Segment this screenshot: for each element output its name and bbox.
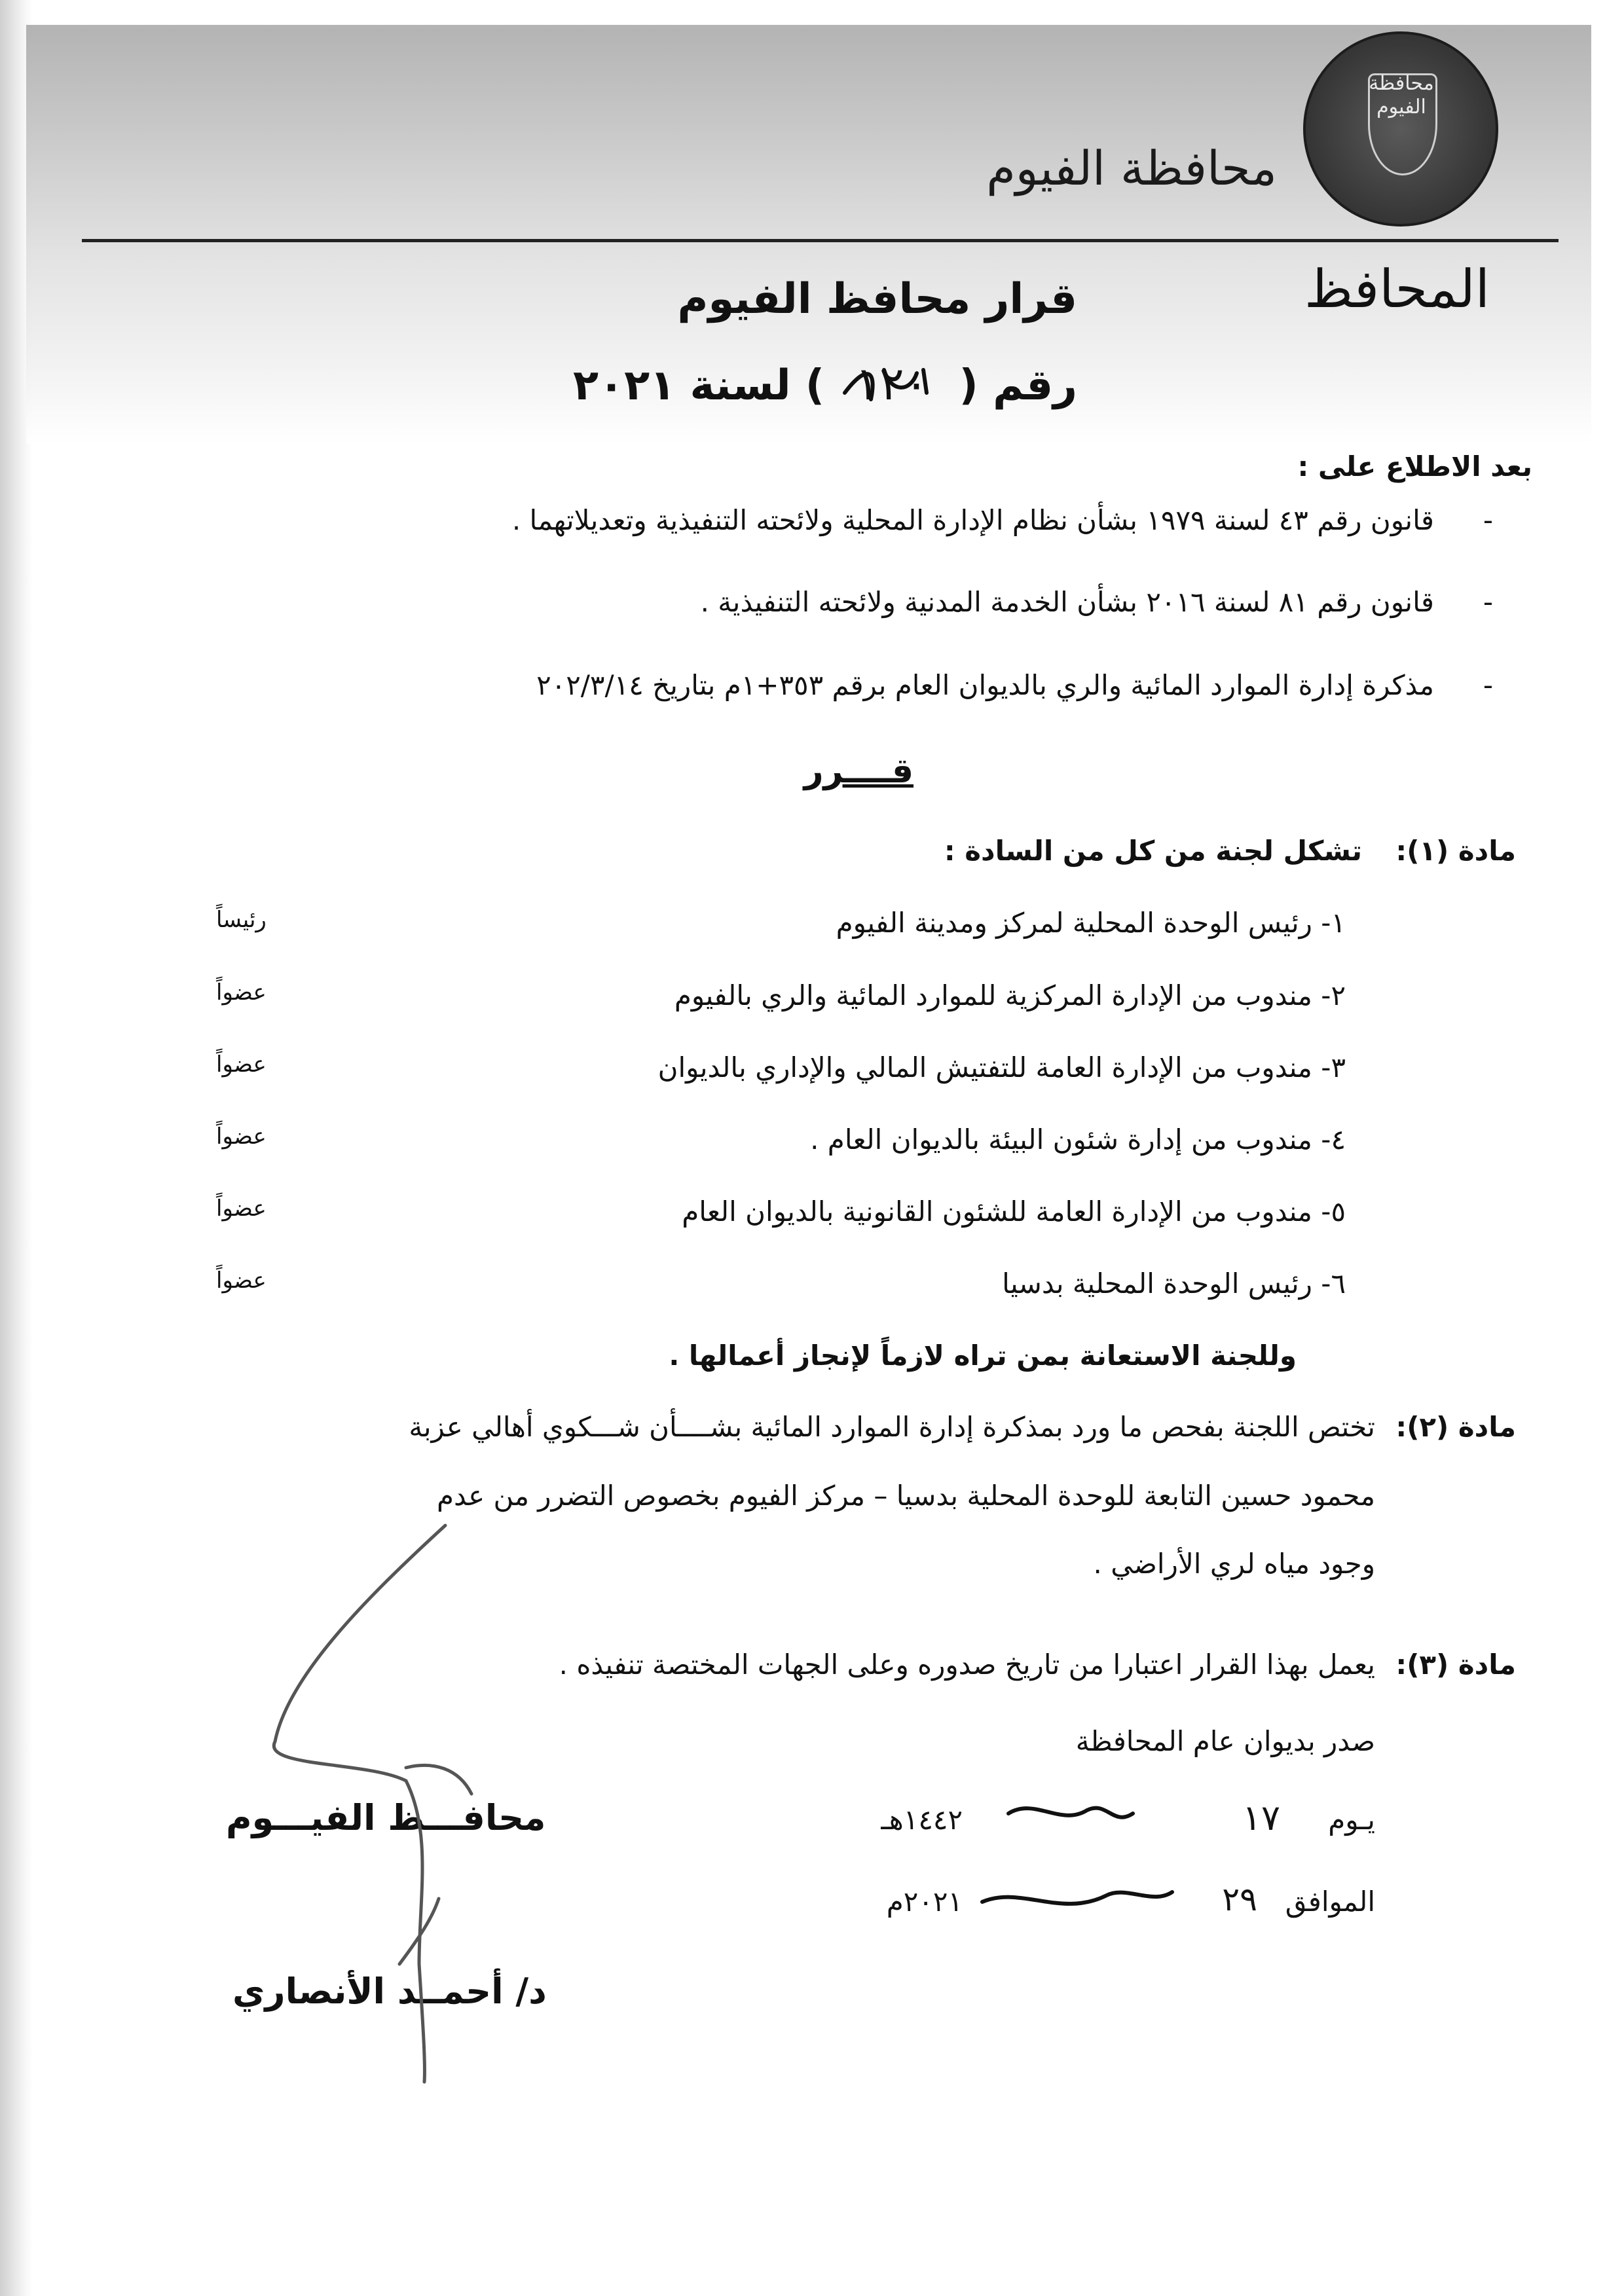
member-item: ٢- مندوب من الإدارة المركزية للموارد المائية والري بالفيوم xyxy=(674,979,1346,1011)
hijri-day-handwritten: ١٧ xyxy=(1242,1797,1280,1838)
signatory-title: محافـــظ الفيـــوم xyxy=(226,1797,546,1838)
governorate-seal-icon xyxy=(1303,31,1498,227)
member-item: ٤- مندوب من إدارة شئون البيئة بالديوان العام . xyxy=(810,1123,1346,1156)
member-role: عضواً xyxy=(216,979,267,1006)
hijri-date-label: يـوم xyxy=(1328,1804,1375,1836)
preamble-item: قانون رقم ٤٣ لسنة ١٩٧٩ بشأن نظام الإدارة المحلية ولائحته التنفيذية وتعديلاتهما . xyxy=(511,504,1434,536)
member-role: عضواً xyxy=(216,1123,267,1150)
article-1-note: وللجنة الاستعانة بمن تراه لازماً لإنجاز أعمالها . xyxy=(669,1339,1297,1372)
gregorian-day-handwritten: ٢٩ xyxy=(1222,1880,1257,1918)
preamble-bullet: - xyxy=(1483,504,1493,536)
article-2-line: تختص اللجنة بفحص ما ورد بمذكرة إدارة الموارد المائية بشــــأن شـــكوي أهالي عزبة xyxy=(409,1411,1375,1443)
member-item: ٥- مندوب من الإدارة العامة للشئون القانونية بالديوان العام xyxy=(682,1195,1346,1228)
gregorian-year: ٢٠٢١م xyxy=(886,1886,963,1918)
member-item: ٦- رئيس الوحدة المحلية بدسيا xyxy=(1002,1267,1346,1300)
office-label: المحافظ xyxy=(1304,259,1490,319)
article-1-label: مادة (١): xyxy=(1395,835,1516,867)
signatory-name: د/ أحمــد الأنصاري xyxy=(232,1971,547,2012)
seal-text: محافظة الفيوم xyxy=(1369,72,1434,118)
member-role: عضواً xyxy=(216,1051,267,1078)
preamble-bullet: - xyxy=(1483,586,1493,618)
decision-number-handwritten: ١٢٠ xyxy=(855,357,929,410)
article-3-label: مادة (٣): xyxy=(1395,1649,1516,1681)
member-role: عضواً xyxy=(216,1195,267,1222)
preamble-item: قانون رقم ٨١ لسنة ٢٠١٦ بشأن الخدمة المدنية ولائحته التنفيذية . xyxy=(700,586,1434,618)
preamble-intro: بعد الاطلاع على : xyxy=(1297,450,1532,483)
decision-number-suffix: ) لسنة ٢٠٢١ xyxy=(573,361,825,410)
article-2-line: وجود مياه لري الأراضي . xyxy=(1093,1548,1375,1580)
issued-at: صدر بديوان عام المحافظة xyxy=(1075,1725,1375,1757)
article-2-line: محمود حسين التابعة للوحدة المحلية بدسيا – مركز الفيوم بخصوص التضرر من عدم xyxy=(437,1480,1375,1512)
member-role: عضواً xyxy=(216,1267,267,1294)
preamble-bullet: - xyxy=(1483,669,1493,701)
article-2-label: مادة (٢): xyxy=(1395,1411,1516,1443)
member-item: ٣- مندوب من الإدارة العامة للتفتيش المالي والإداري بالديوان xyxy=(657,1051,1346,1084)
header-divider xyxy=(82,239,1559,242)
hijri-year: ١٤٤٢هـ xyxy=(881,1804,963,1836)
gregorian-date-label: الموافق xyxy=(1285,1886,1375,1918)
decision-title: قرار محافظ الفيوم xyxy=(677,275,1077,323)
decision-number xyxy=(573,357,1077,410)
article-3-text: يعمل بهذا القرار اعتبارا من تاريخ صدوره وعلى الجهات المختصة تنفيذه . xyxy=(559,1649,1375,1681)
article-1-heading: تشكل لجنة من كل من السادة : xyxy=(944,835,1362,867)
member-item: ١- رئيس الوحدة المحلية لمركز ومدينة الفيوم xyxy=(836,907,1346,939)
member-role: رئيساً xyxy=(216,907,267,933)
preamble-item: مذكرة إدارة الموارد المائية والري بالديوان العام برقم ٣٥٣+١م بتاريخ ٢٠٢/٣/١٤ xyxy=(536,669,1434,701)
governorate-name: محافظة الفيوم xyxy=(986,141,1277,196)
decides-heading: قــــرر xyxy=(803,752,913,791)
decision-number-prefix: رقم ( xyxy=(959,361,1077,410)
